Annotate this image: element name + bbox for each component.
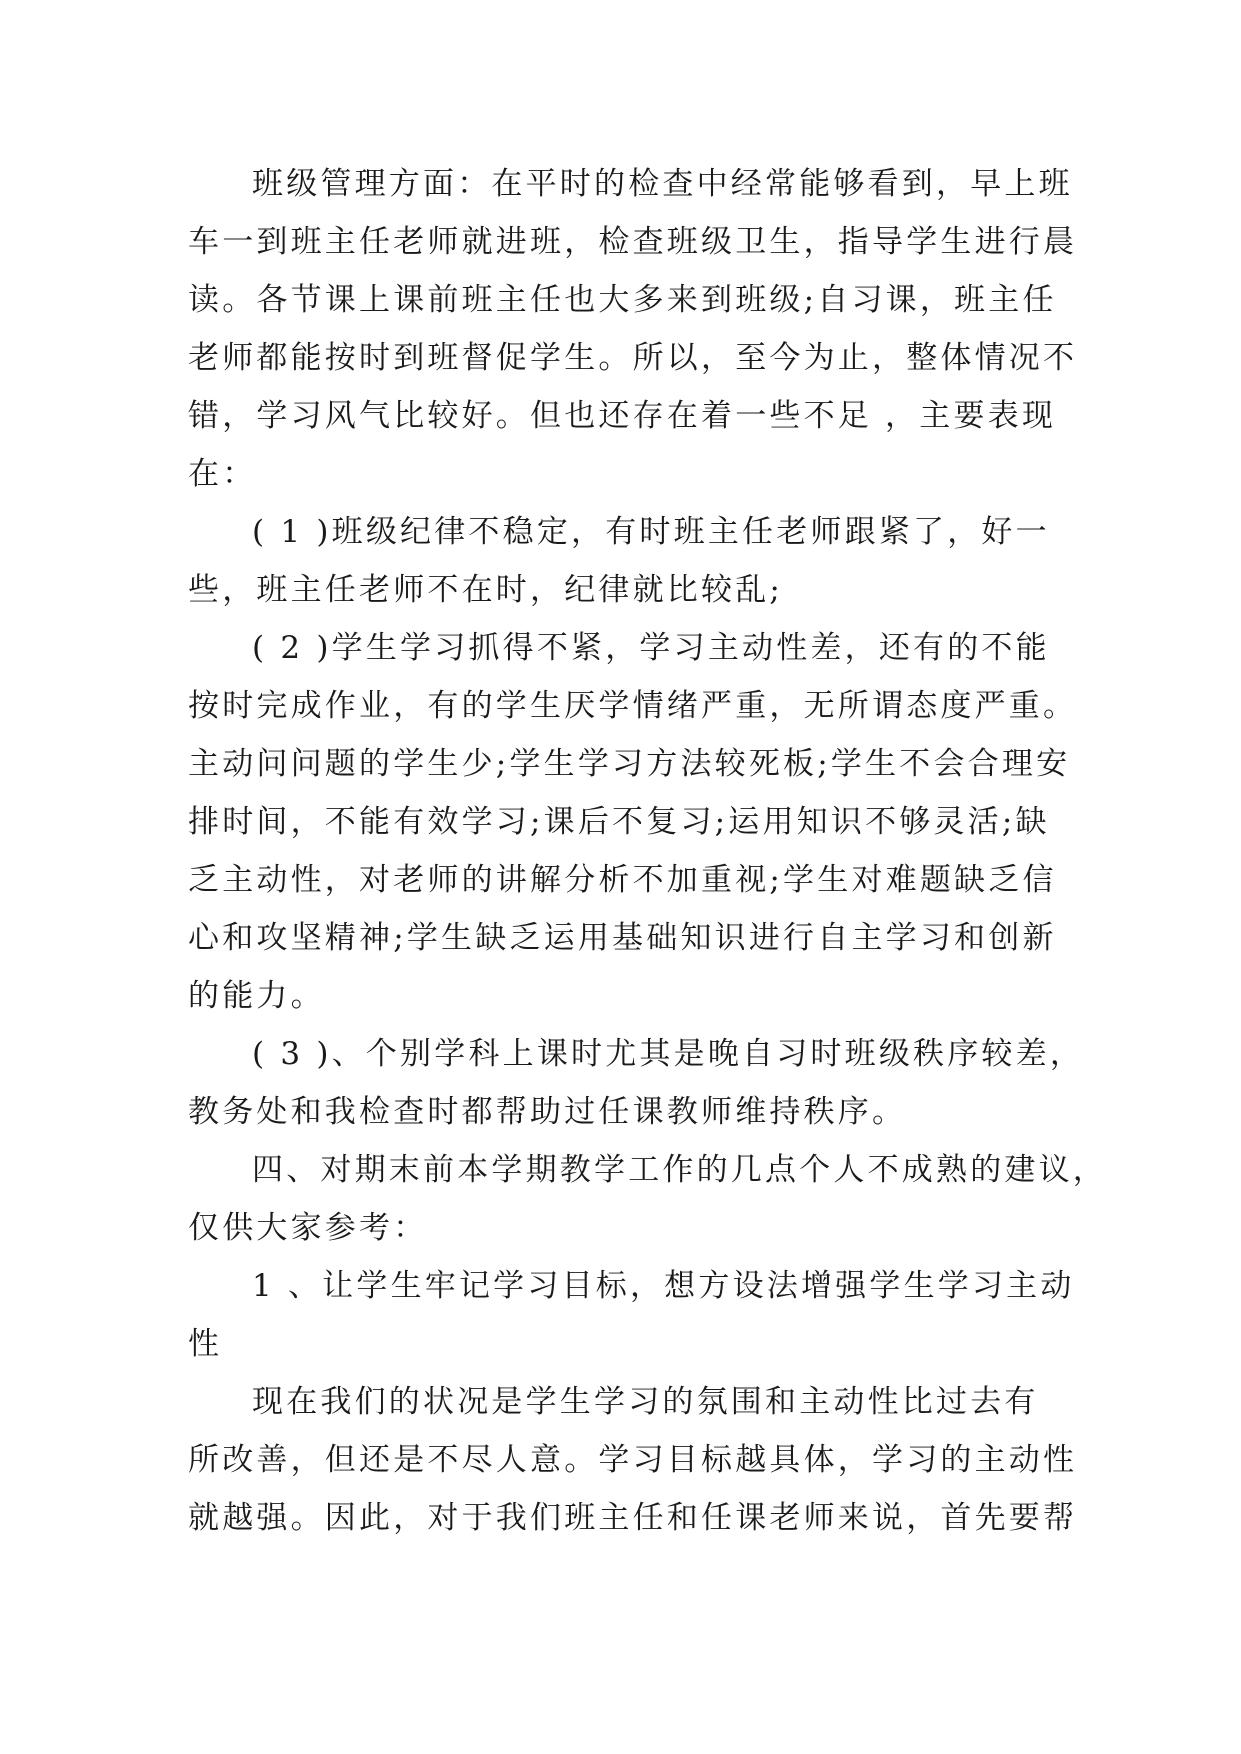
text-line: 现在我们的状况是学生学习的氛围和主动性比过去有 [252,1384,1039,1420]
text-line: 班级管理方面：在平时的检查中经常能够看到，早上班 [252,166,1073,202]
text-line: ( 2 )学生学习抓得不紧，学习主动性差，还有的不能 [252,630,1050,666]
text-line: 按时完成作业，有的学生厌学情绪严重，无所谓态度严重。 [188,688,1078,724]
text-line: 排时间，不能有效学习;课后不复习;运用知识不够灵活;缺 [188,804,1050,840]
text-line: 所改善，但还是不尽人意。学习目标越具体，学习的主动性 [188,1442,1078,1478]
text-line: 性 [188,1326,223,1362]
text-line: 四、对期末前本学期教学工作的几点个人不成熟的建议， [252,1152,1107,1188]
text-line: ( 1 )班级纪律不稳定，有时班主任老师跟紧了，好一 [252,514,1050,550]
text-line: 乏主动性，对老师的讲解分析不加重视;学生对难题缺乏信 [188,862,1057,898]
text-line: 老师都能按时到班督促学生。所以，至今为止，整体情况不 [188,340,1078,376]
text-line: 教务处和我检查时都帮助过任课教师维持秩序。 [188,1094,907,1130]
text-line: 1 、让学生牢记学习目标，想方设法增强学生学习主动 [252,1268,1075,1304]
text-line: 主动问问题的学生少;学生学习方法较死板;学生不会合理安 [188,746,1071,782]
text-line: 心和攻坚精神;学生缺乏运用基础知识进行自主学习和创新 [188,920,1057,956]
text-line: 读。各节课上课前班主任也大多来到班级;自习课，班主任 [188,282,1057,318]
text-line: 些，班主任老师不在时，纪律就比较乱; [188,572,784,608]
text-line: 错，学习风气比较好。但也还存在着一些不足 ，主要表现 [188,398,1057,434]
text-line: ( 3 )、个别学科上课时尤其是晚自习时班级秩序较差， [252,1036,1085,1072]
text-line: 仅供大家参考： [188,1210,428,1246]
text-line: 的能力。 [188,978,325,1014]
text-line: 车一到班主任老师就进班，检查班级卫生，指导学生进行晨 [188,224,1078,260]
text-line: 在： [188,456,257,492]
text-line: 就越强。因此，对于我们班主任和任课老师来说，首先要帮 [188,1500,1078,1536]
